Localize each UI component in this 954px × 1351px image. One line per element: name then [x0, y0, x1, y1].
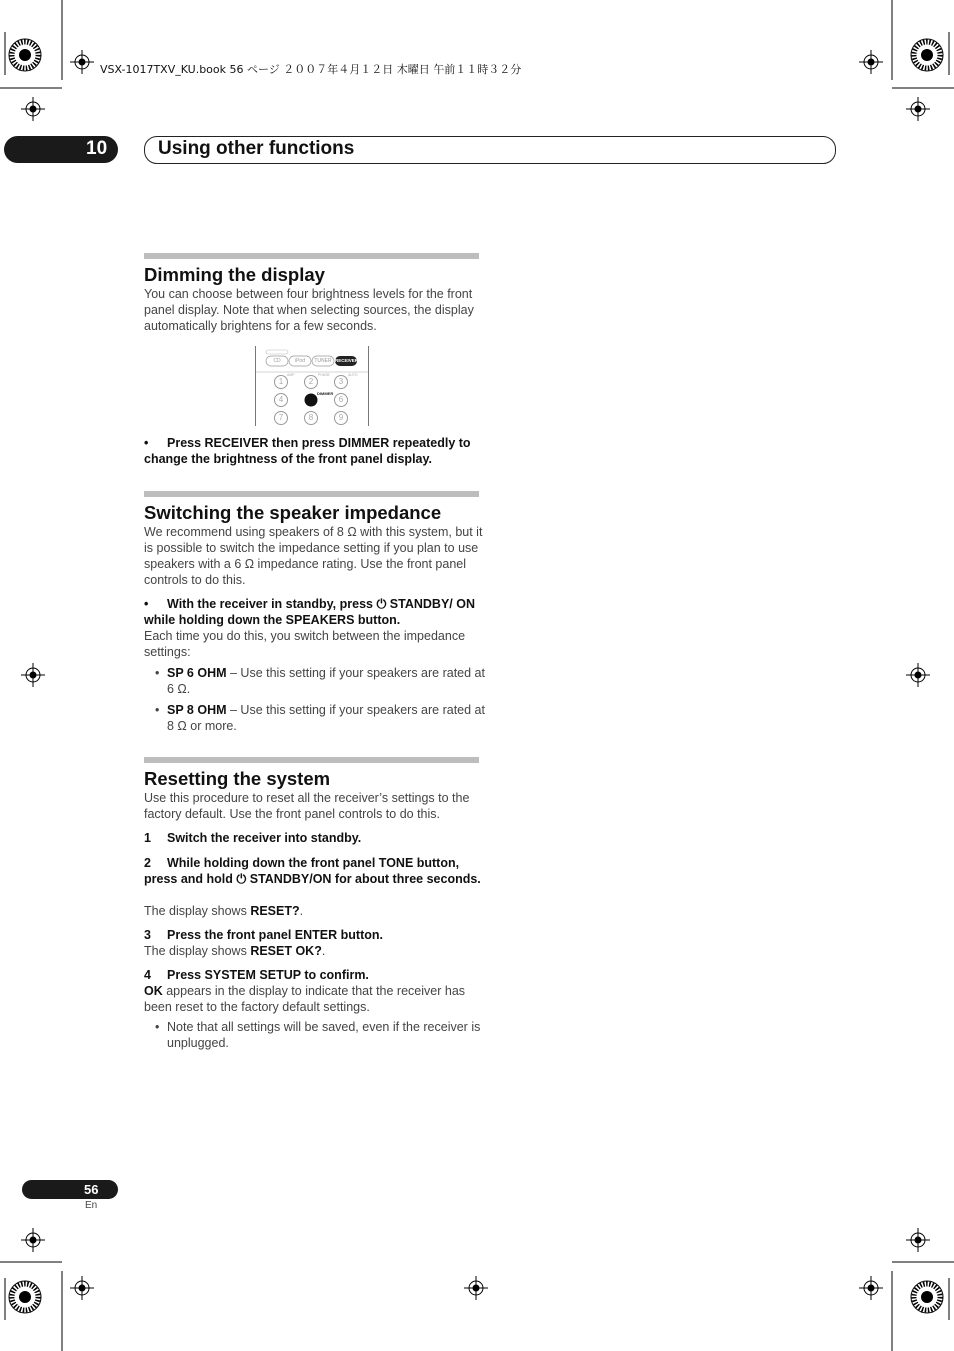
impedance-after: Each time you do this, you switch between the impedance settings:	[144, 629, 466, 659]
step-text: Switch the receiver into standby.	[167, 831, 362, 845]
chapter-title-box	[144, 136, 836, 164]
registration-mark-top-right	[859, 50, 883, 74]
remote-button-tuner: TUNER	[314, 358, 332, 364]
result-prefix: The display shows	[144, 904, 251, 918]
option-name: SP 8 OHM	[167, 703, 227, 717]
chapter-number: 10	[86, 138, 108, 159]
registration-mark-bottom-right	[859, 1276, 883, 1300]
option-text: – Use this setting if your speakers are rated at 6 Ω.	[167, 666, 485, 696]
step-number: 2	[144, 856, 151, 870]
page-number: 56	[84, 1182, 99, 1197]
section-title-dimming: Dimming the display	[144, 264, 325, 285]
remote-key-7: 7	[278, 413, 284, 422]
registration-mark-upper-left	[21, 97, 45, 121]
reset-note	[155, 1019, 487, 1051]
reset-step-4	[144, 967, 484, 983]
page-number-badge	[22, 1180, 118, 1199]
bullet: •	[155, 666, 160, 680]
step-text: Press the front panel ENTER button.	[167, 928, 383, 942]
reset-step-1	[144, 830, 484, 846]
registration-mark-middle-right	[906, 663, 930, 687]
reset-step-2-result	[144, 903, 484, 919]
reset-step-3	[144, 927, 484, 943]
color-rosette-top-right	[910, 38, 944, 72]
remote-key-4: 4	[278, 395, 284, 404]
section-title-reset: Resetting the system	[144, 768, 331, 789]
result-suffix: .	[299, 904, 304, 918]
remote-label-amp: AMP	[287, 373, 295, 377]
step-text: Press SYSTEM SETUP to confirm.	[167, 968, 369, 982]
ok-word: OK	[144, 984, 163, 998]
bullet: •	[144, 436, 149, 450]
registration-mark-bottom-left	[70, 1276, 94, 1300]
impedance-option-6ohm	[155, 665, 487, 697]
option-name: SP 6 OHM	[167, 666, 227, 680]
impedance-intro: We recommend using speakers of 8 Ω with this system, but it is possible to switch the impedance setting if you plan to use speakers with a 6 Ω impedance rating. Use the front panel controls to do this.	[144, 525, 483, 587]
file-header: VSX-1017TXV_KU.book 56 ページ ２００７年４月１２日 木曜日 午前１１時３２分	[100, 63, 522, 76]
remote-button-ipod: iPod	[294, 358, 305, 364]
ok-description: appears in the display to indicate that the receiver has been reset to the factory default settings.	[144, 984, 466, 1014]
step-number: 3	[144, 928, 151, 942]
remote-key-6: 6	[338, 395, 344, 404]
reset-step-3-result	[144, 943, 484, 959]
step-number: 1	[144, 831, 151, 845]
remote-key-9: 9	[338, 413, 344, 422]
bullet: •	[155, 703, 160, 717]
impedance-step	[144, 596, 484, 628]
section-divider-reset	[144, 757, 479, 763]
remote-key-2: 2	[308, 377, 314, 386]
section-divider-impedance	[144, 491, 479, 497]
remote-label-phase: PHASE	[318, 373, 330, 377]
step-number: 4	[144, 968, 151, 982]
remote-label-dimmer: DIMMER	[317, 391, 334, 396]
remote-label-auto: AUTO	[348, 373, 358, 377]
remote-control-illustration	[255, 346, 369, 426]
remote-button-cd: CD	[273, 358, 281, 364]
language-code: En	[85, 1200, 98, 1211]
section-title-impedance: Switching the speaker impedance	[144, 502, 442, 523]
impedance-option-8ohm	[155, 702, 487, 734]
impedance-step-text: With the receiver in standby, press ⏻ STANDBY/ ON while holding down the SPEAKERS button.	[144, 597, 475, 627]
registration-mark-middle-left	[21, 663, 45, 687]
color-rosette-top-left	[8, 38, 42, 72]
section-divider-dimming	[144, 253, 479, 259]
dimming-step-text: Press RECEIVER then press DIMMER repeatedly to change the brightness of the front panel display.	[144, 436, 471, 466]
step-text: While holding down the front panel TONE button, press and hold ⏻ STANDBY/ON for about three seconds.	[144, 856, 481, 886]
registration-mark-lower-left	[21, 1228, 45, 1252]
result-prefix: The display shows	[144, 944, 251, 958]
result-suffix: .	[321, 944, 326, 958]
color-rosette-bottom-left	[8, 1280, 42, 1314]
dimming-step	[144, 435, 484, 467]
color-rosette-bottom-right	[910, 1280, 944, 1314]
remote-key-1: 1	[278, 377, 284, 386]
remote-key-3: 3	[338, 377, 344, 386]
remote-button-receiver: RECEIVER	[335, 358, 359, 363]
registration-mark-upper-right	[906, 97, 930, 121]
dimming-intro: You can choose between four brightness levels for the front panel display. Note that when selecting sources, the display automatically brightens for a few seconds.	[144, 287, 474, 333]
reset-step-2	[144, 855, 484, 887]
remote-key-8: 8	[308, 413, 314, 422]
bullet: •	[144, 597, 149, 611]
registration-mark-bottom-center	[464, 1276, 488, 1300]
display-message: RESET OK?	[250, 944, 322, 958]
chapter-title: Using other functions	[158, 138, 355, 159]
registration-mark-lower-right	[906, 1228, 930, 1252]
registration-mark-top-left	[70, 50, 94, 74]
reset-ok-text	[144, 983, 484, 1015]
reset-intro: Use this procedure to reset all the receiver’s settings to the factory default. Use the front panel controls to do this.	[144, 791, 470, 821]
option-text: – Use this setting if your speakers are rated at 8 Ω or more.	[167, 703, 485, 733]
bullet: •	[155, 1020, 160, 1034]
chapter-number-badge	[4, 136, 118, 163]
note-text: Note that all settings will be saved, even if the receiver is unplugged.	[167, 1020, 481, 1050]
display-message: RESET?	[250, 904, 300, 918]
